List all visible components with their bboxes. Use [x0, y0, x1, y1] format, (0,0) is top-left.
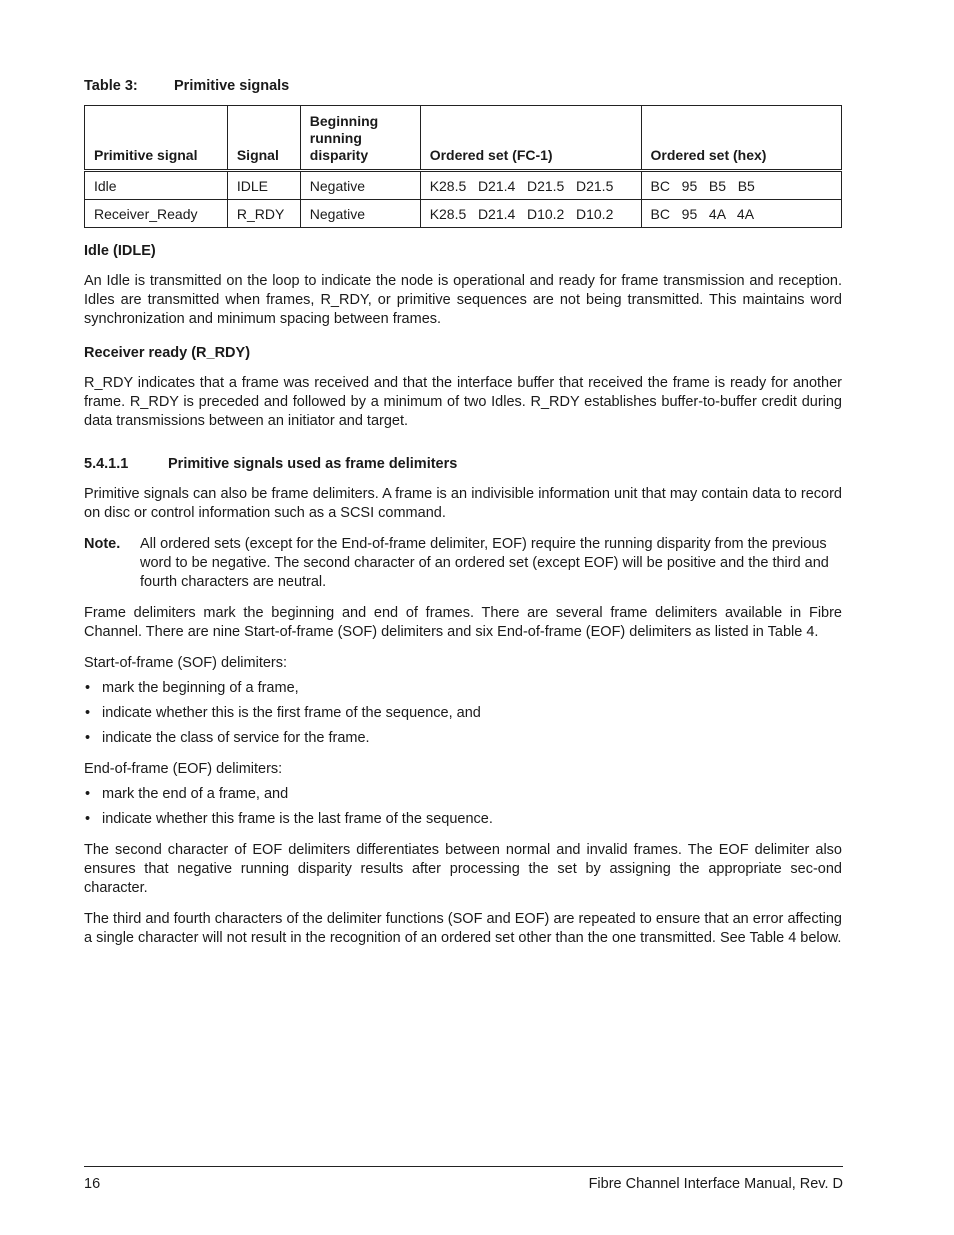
- cell-disparity: Negative: [300, 171, 420, 200]
- section-number: 5.4.1.1: [84, 456, 129, 472]
- idle-heading: Idle (IDLE): [84, 243, 156, 259]
- table-caption-number: Table 3:: [84, 78, 138, 94]
- cell-ordered-set-fc1: K28.5 D21.4 D10.2 D10.2: [420, 200, 641, 228]
- list-item: [84, 785, 842, 804]
- header-beginning-running-disparity: Beginning running disparity: [300, 106, 420, 171]
- bullet-icon: •: [85, 680, 91, 696]
- cell-primitive-signal: Receiver_Ready: [85, 200, 228, 228]
- table-caption-title: Primitive signals: [174, 78, 290, 94]
- cell-signal: IDLE: [227, 171, 300, 200]
- footer-rule: [84, 1166, 843, 1167]
- table-header-row: [85, 106, 842, 171]
- bullet-icon: •: [85, 730, 91, 746]
- document-title: Fibre Channel Interface Manual, Rev. D: [588, 1176, 843, 1192]
- list-item: [84, 810, 842, 829]
- header-ordered-set-fc1: Ordered set (FC-1): [420, 106, 641, 171]
- list-item-text: indicate whether this is the first frame of the sequence, and: [102, 705, 481, 721]
- table-caption: [84, 78, 842, 94]
- page-number: 16: [84, 1176, 101, 1192]
- eof-intro: End-of-frame (EOF) delimiters:: [84, 761, 283, 777]
- table-row: [85, 200, 842, 228]
- header-ordered-set-hex: Ordered set (hex): [641, 106, 841, 171]
- sof-intro: Start-of-frame (SOF) delimiters:: [84, 655, 288, 671]
- eof-second-character-paragraph: The second character of EOF delimiters differentiates between normal and invalid frames. The EOF delimiter also ensures that negative running disparity results after processing the set by assigning the appropriate sec-ond character.: [84, 842, 842, 896]
- note-label: Note.: [84, 536, 121, 552]
- section-heading: [84, 455, 842, 473]
- header-primitive-signal: Primitive signal: [85, 106, 228, 171]
- cell-ordered-set-hex: BC 95 4A 4A: [641, 200, 841, 228]
- idle-paragraph: An Idle is transmitted on the loop to indicate the node is operational and ready for frame transmission and reception. Idles are transmitted when frames, R_RDY, or primitive sequences are not being transmitted. This maintains word synchronization and minimum spacing between frames.: [84, 273, 842, 327]
- list-item-text: mark the end of a frame, and: [102, 786, 289, 802]
- sof-list: [84, 679, 842, 748]
- delimiters-paragraph: Primitive signals can also be frame delimiters. A frame is an indivisible information unit that may contain data to record on disc or control information such as a SCSI command.: [84, 486, 842, 521]
- note-text: All ordered sets (except for the End-of-frame delimiter, EOF) require the running disparity from the previous word to be negative. The second character of an ordered set (except EOF) will be positive and the third and fourth characters are neutral.: [140, 536, 829, 590]
- list-item-text: indicate whether this frame is the last frame of the sequence.: [102, 811, 493, 827]
- frame-delimiters-paragraph: Frame delimiters mark the beginning and end of frames. There are several frame delimiters available in Fibre Channel. There are nine Start-of-frame (SOF) delimiters and six End-of-frame (EOF) delimiters as listed in Table 4.: [84, 605, 842, 640]
- page-content: [84, 78, 842, 948]
- repeated-characters-paragraph: The third and fourth characters of the delimiter functions (SOF and EOF) are repeated to ensure that an error affecting a single character will not result in the recognition of an ordered set other than the one transmitted. See Table 4 below.: [84, 911, 842, 946]
- section-title: Primitive signals used as frame delimiters: [168, 456, 458, 472]
- list-item: [84, 729, 842, 748]
- bullet-icon: •: [85, 786, 91, 802]
- cell-primitive-signal: Idle: [85, 171, 228, 200]
- header-signal: Signal: [227, 106, 300, 171]
- bullet-icon: •: [85, 705, 91, 721]
- table-row: [85, 171, 842, 200]
- cell-ordered-set-fc1: K28.5 D21.4 D21.5 D21.5: [420, 171, 641, 200]
- rrdy-heading: Receiver ready (R_RDY): [84, 345, 251, 361]
- cell-signal: R_RDY: [227, 200, 300, 228]
- list-item-text: indicate the class of service for the frame.: [102, 730, 370, 746]
- rrdy-paragraph: R_RDY indicates that a frame was received and that the interface buffer that received the frame is ready for another frame. R_RDY is preceded and followed by a minimum of two Idles. R_RDY establishes buffer-to-buffer credit during data transmissions between an initiator and target.: [84, 375, 842, 429]
- bullet-icon: •: [85, 811, 91, 827]
- primitive-signals-table: [84, 105, 842, 228]
- list-item: [84, 679, 842, 698]
- page-footer: [84, 1176, 843, 1192]
- cell-ordered-set-hex: BC 95 B5 B5: [641, 171, 841, 200]
- eof-list: [84, 785, 842, 829]
- note-block: [84, 535, 842, 592]
- cell-disparity: Negative: [300, 200, 420, 228]
- list-item-text: mark the beginning of a frame,: [102, 680, 299, 696]
- list-item: [84, 704, 842, 723]
